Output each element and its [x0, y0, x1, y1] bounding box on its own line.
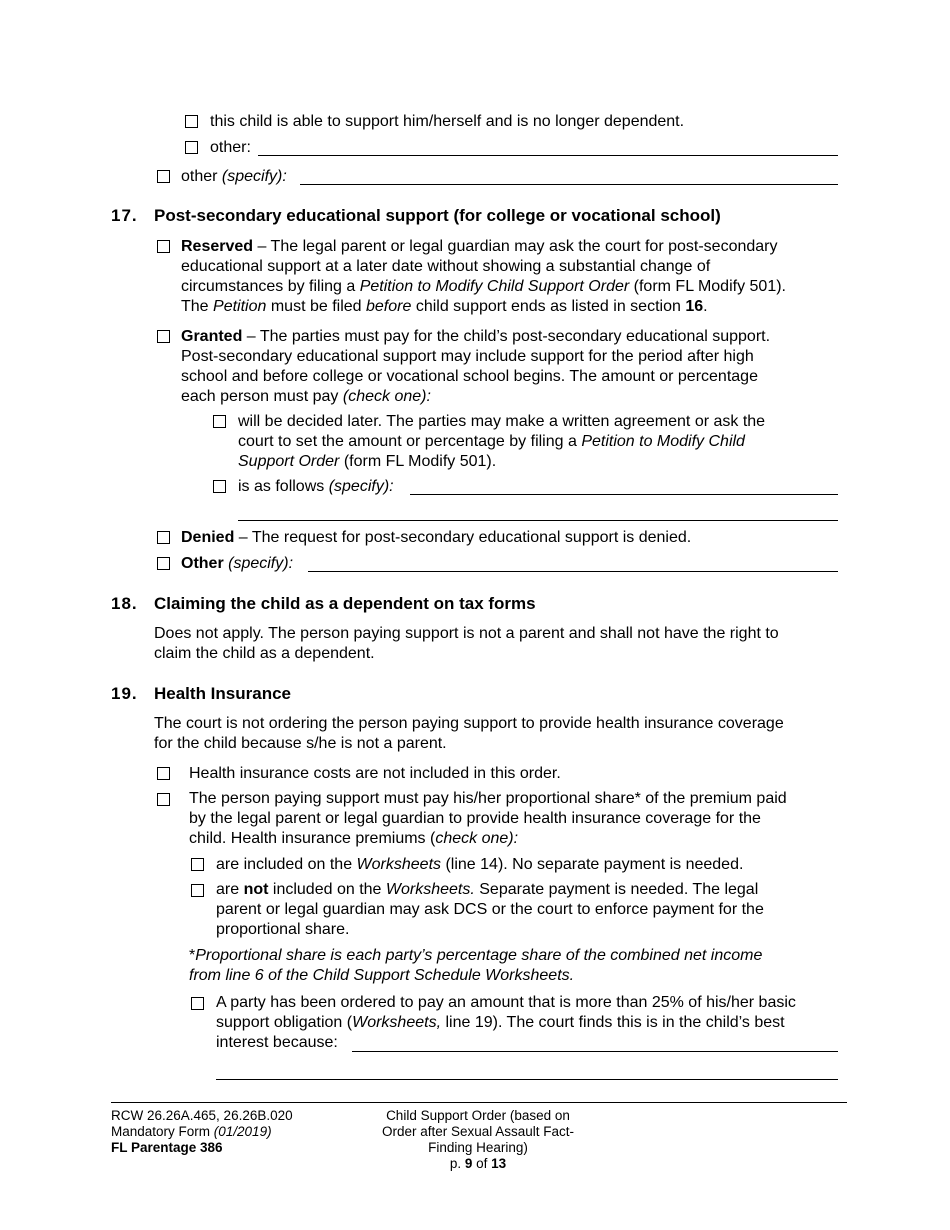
checkbox-more-than-25[interactable]: [191, 997, 204, 1010]
other-label: other:: [210, 139, 251, 156]
reserved-paragraph: Reserved – The legal parent or legal guardian may ask the court for post-secondary educational support at a later date without showing a substantial change of circumstances by filing a Petition to Modify Child Support Order (form FL Modify 501). The Petition must be filed before child support ends as listed in section 16.: [181, 238, 786, 315]
checkbox-able-support[interactable]: [185, 115, 198, 128]
section-17-title: Post-secondary educational support (for college or vocational school): [154, 206, 721, 225]
checkbox-as-follows[interactable]: [213, 480, 226, 493]
granted-paragraph: Granted – The parties must pay for the child’s post-secondary educational support. Post-secondary educational support may include support for the period after high school and before college or vocational school begins. The amount or percentage each person must pay (check one):: [181, 328, 771, 405]
checkbox-granted[interactable]: [157, 330, 170, 343]
other-17-label: Other (specify):: [181, 555, 294, 572]
other-input-line[interactable]: [258, 155, 838, 156]
interest-input-line-1[interactable]: [352, 1051, 838, 1052]
checkbox-other-17[interactable]: [157, 557, 170, 570]
proportional-share-note: *Proportional share is each party’s percentage share of the combined net income from line 6 of the Child Support Schedule Worksheets.: [189, 947, 763, 984]
able-support-text: this child is able to support him/herself and is no longer dependent.: [210, 113, 685, 130]
page-number: p. 9 of 13: [449, 1156, 507, 1171]
section-19-number: 19.: [111, 684, 138, 703]
included-worksheets-text: are included on the Worksheets (line 14). No separate payment is needed.: [216, 856, 744, 873]
as-follows-input-line-2[interactable]: [238, 520, 838, 521]
footer-divider: [111, 1102, 847, 1103]
interest-input-line-2[interactable]: [216, 1079, 838, 1080]
section-18-title: Claiming the child as a dependent on tax forms: [154, 594, 536, 613]
checkbox-reserved[interactable]: [157, 240, 170, 253]
not-included-worksheets-paragraph: are not included on the Worksheets. Separate payment is needed. The legal parent or legal guardian may ask DCS or the court to enforce payment for the proportional share.: [216, 881, 764, 938]
checkbox-decided-later[interactable]: [213, 415, 226, 428]
checkbox-included-worksheets[interactable]: [191, 858, 204, 871]
decided-later-paragraph: will be decided later. The parties may make a written agreement or ask the court to set the amount or percentage by filing a Petition to Modify Child Support Order (form FL Modify 501).: [238, 413, 766, 470]
other-specify-input-line[interactable]: [300, 184, 838, 185]
as-follows-input-line-1[interactable]: [410, 494, 838, 495]
denied-text: Denied – The request for post-secondary educational support is denied.: [181, 529, 692, 546]
section-18-body: Does not apply. The person paying support is not a parent and shall not have the right to claim the child as a dependent.: [154, 625, 779, 662]
costs-not-included-text: Health insurance costs are not included in this order.: [189, 765, 561, 782]
checkbox-other[interactable]: [185, 141, 198, 154]
section-19-title: Health Insurance: [154, 684, 291, 703]
footer-left: RCW 26.26A.465, 26.26B.020 Mandatory Form (01/2019) FL Parentage 386: [111, 1108, 293, 1155]
section-18-number: 18.: [111, 594, 138, 613]
as-follows-label: is as follows (specify):: [238, 478, 394, 495]
other-specify-label: other (specify):: [181, 168, 287, 185]
checkbox-costs-not-included[interactable]: [157, 767, 170, 780]
checkbox-denied[interactable]: [157, 531, 170, 544]
section-19-intro: The court is not ordering the person paying support to provide health insurance coverage for the child because s/he is not a parent.: [154, 715, 784, 752]
proportional-share-paragraph: The person paying support must pay his/her proportional share* of the premium paid by the legal parent or legal guardian to provide health insurance coverage for the child. Health insurance premiums (check one):: [189, 790, 787, 847]
checkbox-other-specify[interactable]: [157, 170, 170, 183]
other-17-input-line[interactable]: [308, 571, 838, 572]
more-than-25-paragraph: A party has been ordered to pay an amount that is more than 25% of his/her basic support obligation (Worksheets, line 19). The court finds this is in the child’s best interest because:: [216, 994, 796, 1051]
checkbox-proportional-share[interactable]: [157, 793, 170, 806]
checkbox-not-included-worksheets[interactable]: [191, 884, 204, 897]
footer-center: Child Support Order (based on Order after Sexual Assault Fact- Finding Hearing) p. 9 of 13: [356, 1108, 600, 1172]
section-17-number: 17.: [111, 206, 138, 225]
